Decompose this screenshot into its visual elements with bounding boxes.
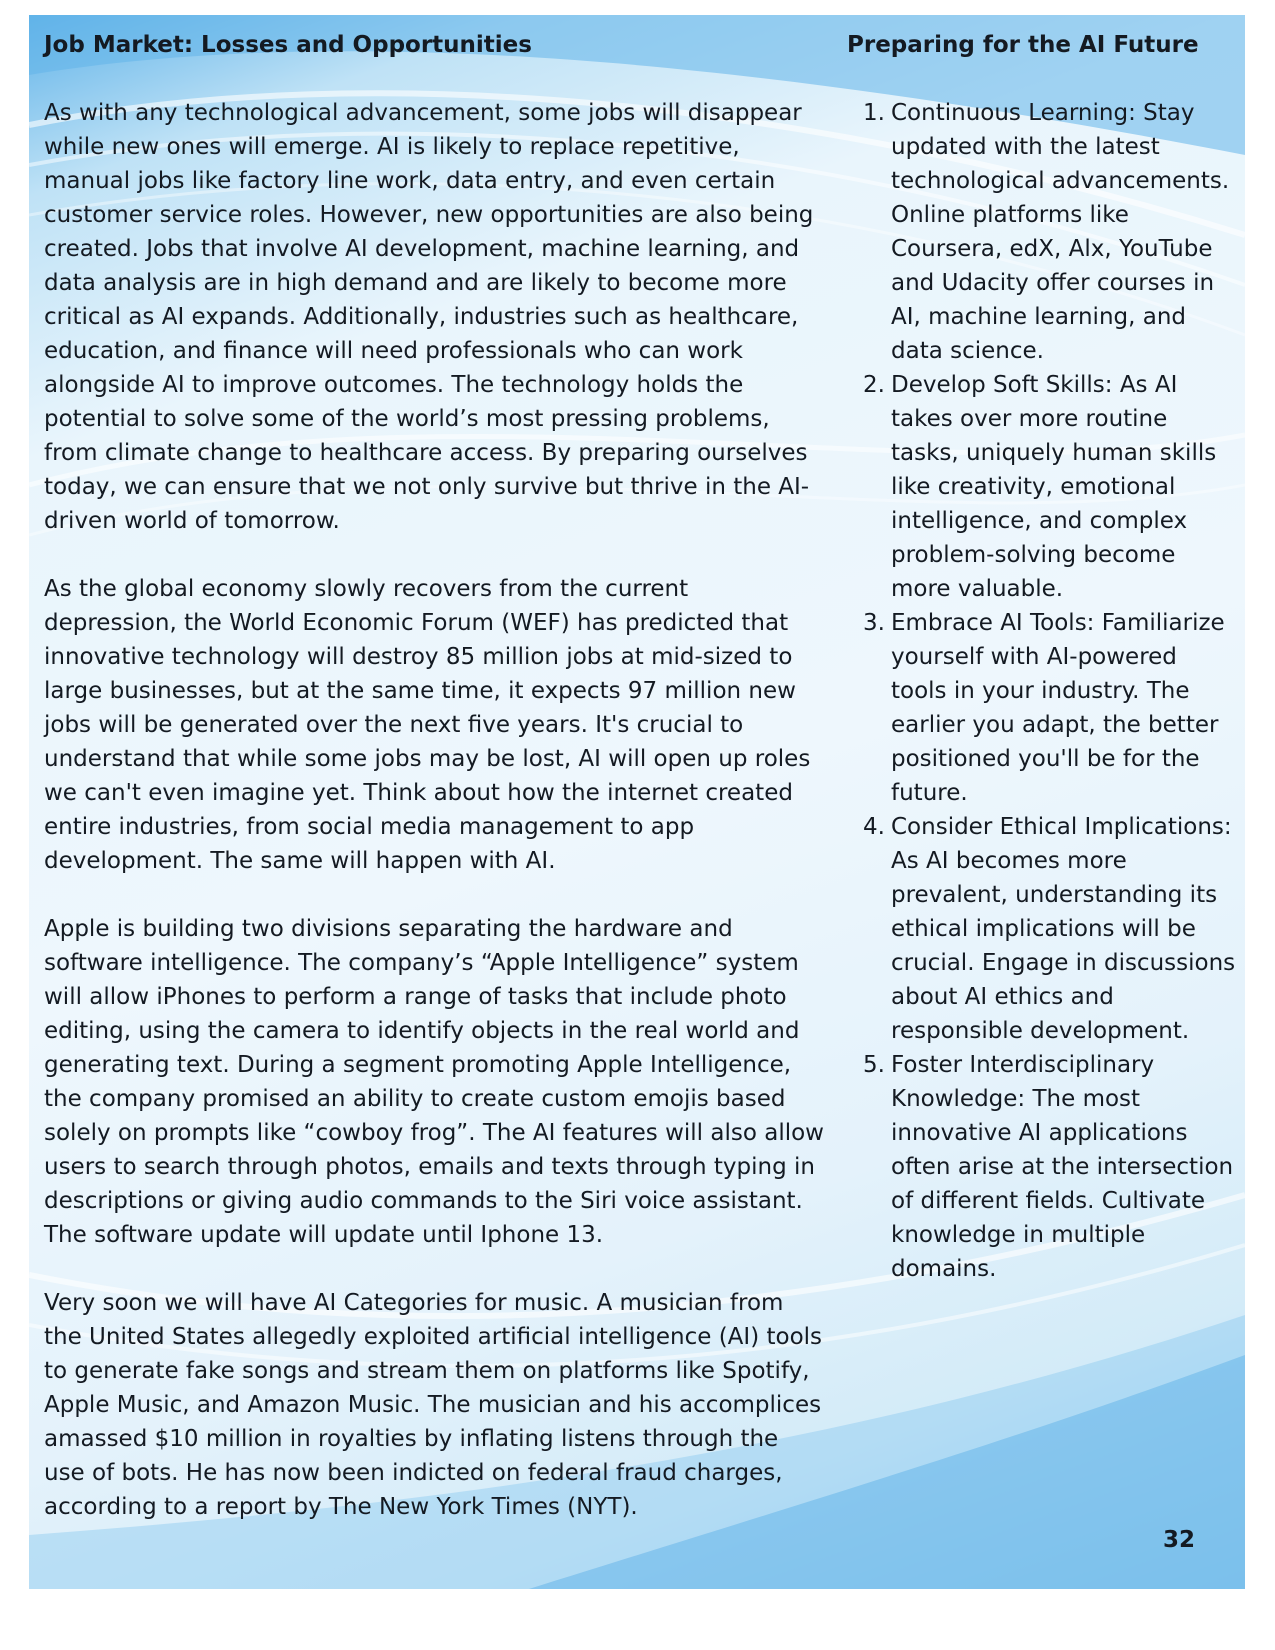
list-item: [847, 1048, 1239, 1286]
list-item-text: Continuous Learning: Stay updated with the latest technological advancements. Online platforms like Coursera, edX, Alx, YouTube and Udacity offer courses in AI, machine learning, and data science.: [891, 100, 1230, 364]
right-column: [847, 28, 1239, 1286]
left-column: [44, 28, 824, 1558]
page: [29, 15, 1245, 1589]
paragraph-apple: Apple is building two divisions separating the hardware and software intelligence. The company’s “Apple Intelligence” system will allow iPhones to perform a range of tasks that include photo editing, using the camera to identify objects in the real world and generating text. During a segment promoting Apple Intelligence, the company promised an ability to create custom emojis based solely on prompts like “cowboy frog”. The AI features will also allow users to search through photos, emails and texts through typing in descriptions or giving audio commands to the Siri voice assistant. The software update will update until Iphone 13.: [44, 916, 824, 1248]
list-item-number: 2.: [863, 372, 885, 398]
list-item-text: Embrace AI Tools: Familiarize yourself with AI-powered tools in your industry. The earlier you adapt, the better positioned you'll be for the future.: [891, 610, 1225, 806]
preparation-list: [847, 96, 1239, 1286]
paragraph-wef: As the global economy slowly recovers from the current depression, the World Economic Forum (WEF) has predicted that innovative technology will destroy 85 million jobs at mid-sized to large businesses, but at the same time, it expects 97 million new jobs will be generated over the next five years. It's crucial to understand that while some jobs may be lost, AI will open up roles we can't even imagine yet. Think about how the internet created entire industries, from social media management to app development. The same will happen with AI.: [44, 576, 811, 874]
list-item-text: Consider Ethical Implications: As AI becomes more prevalent, understanding its ethical implications will be crucial. Engage in discussions about AI ethics and responsible development.: [891, 814, 1236, 1044]
list-item-number: 1.: [863, 100, 885, 126]
paragraph-job-market: As with any technological advancement, some jobs will disappear while new ones will emerge. AI is likely to replace repetitive, manual jobs like factory line work, data entry, and even certain customer service roles. However, new opportunities are also being created. Jobs that involve AI development, machine learning, and data analysis are in high demand and are likely to become more critical as AI expands. Additionally, industries such as healthcare, education, and finance will need professionals who can work alongside AI to improve outcomes. The technology holds the potential to solve some of the world’s most pressing problems, from climate change to healthcare access. By preparing ourselves today, we can ensure that we not only survive but thrive in the AI-driven world of tomorrow.: [44, 100, 814, 534]
list-item: [847, 96, 1239, 368]
list-item: [847, 606, 1239, 810]
left-heading: Job Market: Losses and Opportunities: [44, 32, 532, 58]
page-number: 32: [1162, 1527, 1195, 1553]
right-heading: Preparing for the AI Future: [847, 32, 1199, 58]
list-item-number: 3.: [863, 610, 885, 636]
list-item: [847, 810, 1239, 1048]
list-item-number: 5.: [863, 1052, 885, 1078]
list-item-text: Develop Soft Skills: As AI takes over more routine tasks, uniquely human skills like creativity, emotional intelligence, and complex problem-solving become more valuable.: [891, 372, 1217, 602]
paragraph-music: Very soon we will have AI Categories for music. A musician from the United States allegedly exploited artificial intelligence (AI) tools to generate fake songs and stream them on platforms like Spotify, Apple Music, and Amazon Music. The musician and his accomplices amassed $10 million in royalties by inflating listens through the use of bots. He has now been indicted on federal fraud charges, according to a report by The New York Times (NYT).: [44, 1290, 823, 1520]
list-item: [847, 368, 1239, 606]
list-item-text: Foster Interdisciplinary Knowledge: The most innovative AI applications often arise at the intersection of different fields. Cultivate knowledge in multiple domains.: [891, 1052, 1234, 1282]
list-item-number: 4.: [863, 814, 885, 840]
